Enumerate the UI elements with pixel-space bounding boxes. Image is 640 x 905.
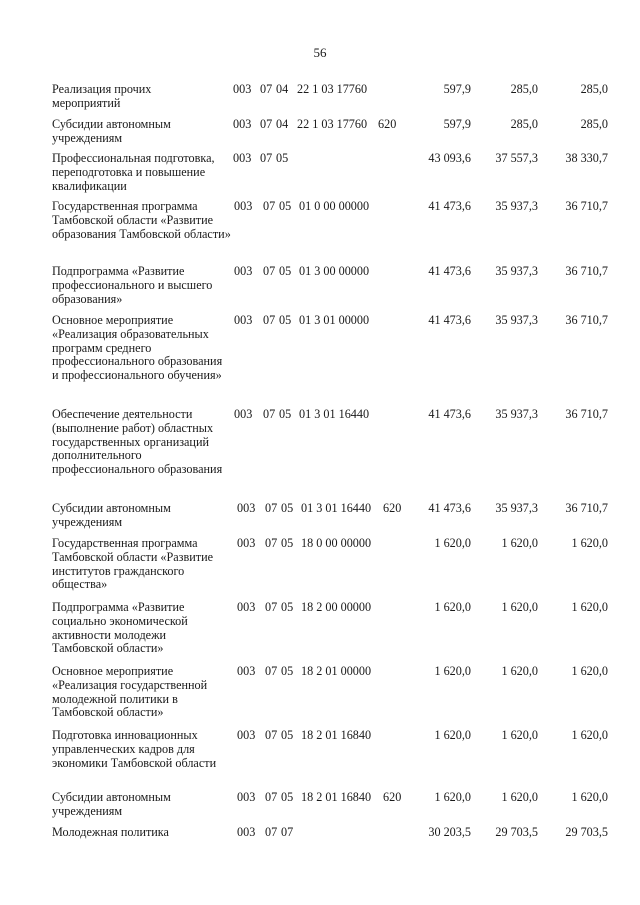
amount-year-3: 36 710,7 (565, 199, 608, 213)
amount-year-1: 43 093,6 (428, 151, 471, 165)
subsection-code: 05 (281, 664, 294, 678)
amount-year-1: 41 473,6 (428, 407, 471, 421)
row-name: Подпрограмма «Развитие социально экономической активности молодежи Тамбовской области» (52, 600, 188, 656)
amount-year-3: 36 710,7 (565, 313, 608, 327)
amount-year-2: 1 620,0 (501, 728, 538, 742)
amount-year-3: 36 710,7 (565, 264, 608, 278)
section-code: 07 (265, 825, 278, 839)
amount-year-2: 285,0 (510, 117, 538, 131)
section-code: 07 (265, 600, 278, 614)
amount-year-1: 1 620,0 (434, 790, 471, 804)
amount-year-2: 35 937,3 (495, 199, 538, 213)
target-article-code: 18 0 00 00000 (301, 536, 372, 550)
amount-year-3: 1 620,0 (571, 790, 608, 804)
amount-year-2: 1 620,0 (501, 664, 538, 678)
amount-year-2: 285,0 (510, 82, 538, 96)
amount-year-1: 41 473,6 (428, 501, 471, 515)
admin-code: 003 (234, 313, 253, 327)
section-code: 07 (265, 790, 278, 804)
amount-year-3: 1 620,0 (571, 600, 608, 614)
amount-year-2: 1 620,0 (501, 536, 538, 550)
admin-code: 003 (233, 117, 252, 131)
amount-year-1: 30 203,5 (428, 825, 471, 839)
section-code: 07 (265, 728, 278, 742)
amount-year-1: 597,9 (443, 117, 471, 131)
admin-code: 003 (237, 501, 256, 515)
subsection-code: 05 (276, 151, 289, 165)
section-code: 07 (263, 313, 276, 327)
subsection-code: 07 (281, 825, 294, 839)
row-name: Государственная программа Тамбовской области «Развитие образования Тамбовской области» (52, 199, 231, 241)
subsection-code: 05 (281, 536, 294, 550)
amount-year-3: 285,0 (580, 117, 608, 131)
amount-year-2: 35 937,3 (495, 264, 538, 278)
admin-code: 003 (237, 536, 256, 550)
admin-code: 003 (234, 264, 253, 278)
target-article-code: 01 3 01 00000 (299, 313, 370, 327)
amount-year-3: 285,0 (580, 82, 608, 96)
target-article-code: 18 2 01 00000 (301, 664, 372, 678)
admin-code: 003 (237, 790, 256, 804)
target-article-code: 01 3 00 00000 (299, 264, 370, 278)
amount-year-3: 1 620,0 (571, 664, 608, 678)
expense-type-code: 620 (383, 501, 402, 515)
target-article-code: 01 3 01 16440 (301, 501, 372, 515)
section-code: 07 (263, 407, 276, 421)
subsection-code: 05 (279, 199, 292, 213)
subsection-code: 05 (281, 728, 294, 742)
subsection-code: 05 (279, 313, 292, 327)
amount-year-1: 41 473,6 (428, 199, 471, 213)
amount-year-2: 1 620,0 (501, 790, 538, 804)
target-article-code: 22 1 03 17760 (297, 82, 368, 96)
admin-code: 003 (237, 600, 256, 614)
admin-code: 003 (234, 407, 253, 421)
amount-year-3: 29 703,5 (565, 825, 608, 839)
admin-code: 003 (233, 82, 252, 96)
amount-year-1: 1 620,0 (434, 536, 471, 550)
target-article-code: 22 1 03 17760 (297, 117, 368, 131)
row-name: Обеспечение деятельности (выполнение работ) областных государственных организаций дополнительного профессионального образования (52, 407, 223, 477)
amount-year-3: 1 620,0 (571, 728, 608, 742)
subsection-code: 04 (276, 117, 289, 131)
section-code: 07 (260, 117, 273, 131)
admin-code: 003 (237, 728, 256, 742)
amount-year-2: 37 557,3 (495, 151, 538, 165)
target-article-code: 18 2 01 16840 (301, 790, 372, 804)
section-code: 07 (260, 82, 273, 96)
amount-year-3: 1 620,0 (571, 536, 608, 550)
amount-year-2: 35 937,3 (495, 407, 538, 421)
subsection-code: 04 (276, 82, 289, 96)
amount-year-1: 41 473,6 (428, 313, 471, 327)
target-article-code: 18 2 01 16840 (301, 728, 372, 742)
row-name: Основное мероприятие «Реализация образовательных программ среднего профессионального образования и профессионального обучения» (52, 313, 223, 383)
subsection-code: 05 (281, 790, 294, 804)
amount-year-1: 41 473,6 (428, 264, 471, 278)
row-name: Субсидии автономным учреждениям (52, 501, 171, 529)
amount-year-2: 29 703,5 (495, 825, 538, 839)
admin-code: 003 (234, 199, 253, 213)
subsection-code: 05 (279, 264, 292, 278)
amount-year-3: 36 710,7 (565, 407, 608, 421)
amount-year-1: 1 620,0 (434, 600, 471, 614)
target-article-code: 01 3 01 16440 (299, 407, 370, 421)
admin-code: 003 (237, 664, 256, 678)
row-name: Профессиональная подготовка, переподготовка и повышение квалификации (52, 151, 215, 193)
expense-type-code: 620 (378, 117, 397, 131)
row-name: Молодежная политика (52, 825, 169, 839)
amount-year-3: 38 330,7 (565, 151, 608, 165)
row-name: Государственная программа Тамбовской области «Развитие институтов гражданского общества» (52, 536, 214, 592)
amount-year-1: 597,9 (443, 82, 471, 96)
amount-year-2: 35 937,3 (495, 313, 538, 327)
section-code: 07 (263, 264, 276, 278)
section-code: 07 (265, 536, 278, 550)
amount-year-2: 35 937,3 (495, 501, 538, 515)
row-name: Основное мероприятие «Реализация государственной молодежной политики в Тамбовской области» (52, 664, 208, 720)
row-name: Субсидии автономным учреждениям (52, 117, 171, 145)
row-name: Подпрограмма «Развитие профессионального и высшего образования» (52, 264, 213, 306)
amount-year-2: 1 620,0 (501, 600, 538, 614)
row-name: Подготовка инновационных управленческих кадров для экономики Тамбовской области (52, 728, 217, 770)
section-code: 07 (263, 199, 276, 213)
amount-year-1: 1 620,0 (434, 664, 471, 678)
section-code: 07 (260, 151, 273, 165)
section-code: 07 (265, 664, 278, 678)
row-name: Субсидии автономным учреждениям (52, 790, 171, 818)
admin-code: 003 (237, 825, 256, 839)
expense-type-code: 620 (383, 790, 402, 804)
amount-year-1: 1 620,0 (434, 728, 471, 742)
subsection-code: 05 (281, 600, 294, 614)
target-article-code: 01 0 00 00000 (299, 199, 370, 213)
target-article-code: 18 2 00 00000 (301, 600, 372, 614)
amount-year-3: 36 710,7 (565, 501, 608, 515)
section-code: 07 (265, 501, 278, 515)
page-number: 56 (313, 45, 327, 60)
subsection-code: 05 (281, 501, 294, 515)
admin-code: 003 (233, 151, 252, 165)
row-name: Реализация прочих мероприятий (52, 82, 152, 110)
subsection-code: 05 (279, 407, 292, 421)
